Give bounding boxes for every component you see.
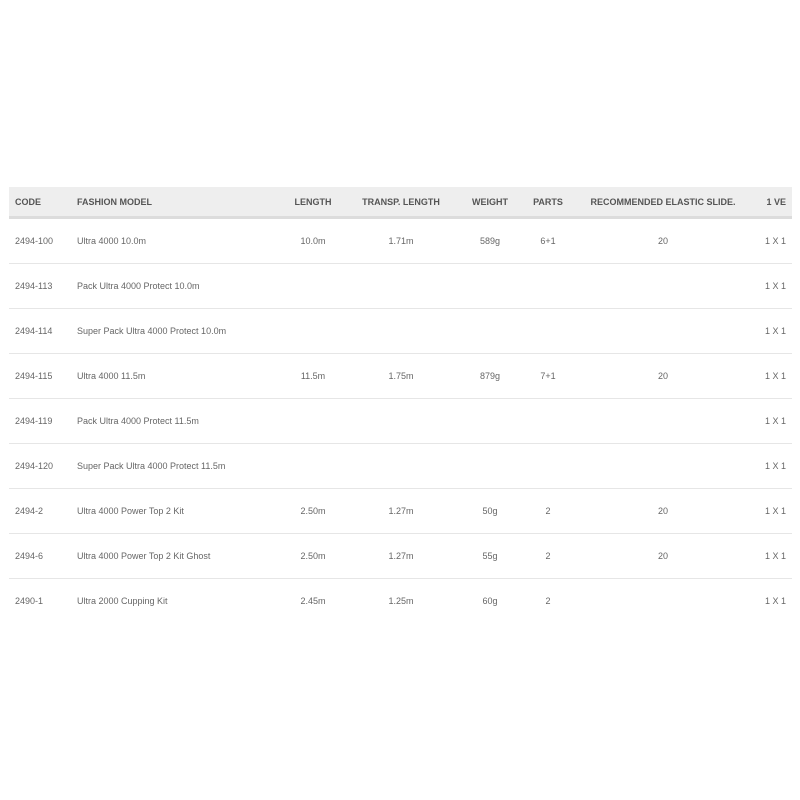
- table-row: [9, 489, 792, 534]
- cell-elastic: [573, 264, 753, 309]
- cell-ve: 1 X 1: [753, 264, 792, 309]
- cell-model: Ultra 4000 10.0m: [71, 218, 281, 264]
- table-row: [9, 399, 792, 444]
- cell-parts: [523, 399, 573, 444]
- cell-transp-length: 1.27m: [345, 534, 457, 579]
- cell-elastic: 20: [573, 489, 753, 534]
- cell-transp-length: 1.75m: [345, 354, 457, 399]
- cell-weight: [457, 444, 523, 489]
- cell-model: Pack Ultra 4000 Protect 10.0m: [71, 264, 281, 309]
- cell-weight: [457, 309, 523, 354]
- cell-parts: 7+1: [523, 354, 573, 399]
- header-weight: WEIGHT: [457, 187, 523, 218]
- cell-length: 2.45m: [300, 596, 326, 606]
- table-row: [9, 218, 792, 264]
- cell-code: 2494-113: [9, 264, 71, 309]
- cell-transp-length: [345, 309, 457, 354]
- cell-weight: 50g: [457, 489, 523, 534]
- cell-length: [281, 444, 345, 489]
- cell-model: Ultra 4000 11.5m: [71, 354, 281, 399]
- cell-elastic: [573, 399, 753, 444]
- cell-transp-length: 1.71m: [345, 218, 457, 264]
- cell-parts: [523, 444, 573, 489]
- cell-model: Ultra 2000 Cupping Kit: [77, 596, 168, 606]
- cell-parts: [523, 309, 573, 354]
- header-recommended-elastic: RECOMMENDED ELASTIC SLIDE.: [573, 187, 753, 218]
- cell-parts: 2: [523, 534, 573, 579]
- cell-model: Ultra 4000 Power Top 2 Kit Ghost: [71, 534, 281, 579]
- cell-elastic: [573, 444, 753, 489]
- header-fashion-model: FASHION MODEL: [71, 187, 281, 218]
- cell-ve: 1 X 1: [753, 444, 792, 489]
- cell-ve: 1 X 1: [753, 354, 792, 399]
- cell-weight: 589g: [457, 218, 523, 264]
- cell-length: 11.5m: [281, 354, 345, 399]
- table-row: [9, 309, 792, 354]
- cell-model: Pack Ultra 4000 Protect 11.5m: [71, 399, 281, 444]
- cell-code: 2494-6: [9, 534, 71, 579]
- cell-elastic: 20: [573, 354, 753, 399]
- cell-transp-length: [345, 399, 457, 444]
- cell-elastic: [573, 309, 753, 354]
- cell-ve: 1 X 1: [753, 489, 792, 534]
- cell-transp-length: 1.25m: [388, 596, 414, 606]
- cell-code: 2494-120: [9, 444, 71, 489]
- header-transp-length: TRANSP. LENGTH: [345, 187, 457, 218]
- cell-transp-length: [345, 444, 457, 489]
- product-spec-table-container: [9, 187, 792, 623]
- cell-model: Super Pack Ultra 4000 Protect 11.5m: [71, 444, 281, 489]
- cell-parts: 2: [545, 596, 551, 606]
- cell-length: [281, 309, 345, 354]
- cell-weight: 879g: [457, 354, 523, 399]
- cell-length: 2.50m: [281, 489, 345, 534]
- table-row: [9, 264, 792, 309]
- table-header-row: [9, 187, 792, 218]
- cell-elastic: 20: [573, 534, 753, 579]
- header-ve: 1 VE: [753, 187, 792, 218]
- cell-length: [281, 264, 345, 309]
- cell-length: [281, 399, 345, 444]
- product-spec-table: [9, 187, 792, 623]
- cell-elastic: 20: [573, 218, 753, 264]
- header-parts: PARTS: [523, 187, 573, 218]
- cell-transp-length: [345, 264, 457, 309]
- cell-code: 2494-114: [9, 309, 71, 354]
- cell-code: 2490-1: [15, 596, 44, 606]
- cell-weight: 60g: [482, 596, 498, 606]
- cell-weight: [457, 399, 523, 444]
- cell-model: Ultra 4000 Power Top 2 Kit: [71, 489, 281, 534]
- cell-code: 2494-100: [9, 218, 71, 264]
- table-row: [9, 579, 792, 624]
- header-length: LENGTH: [281, 187, 345, 218]
- cell-elastic: [573, 579, 753, 624]
- cell-ve: 1 X 1: [753, 309, 792, 354]
- cell-weight: 55g: [457, 534, 523, 579]
- cell-transp-length: 1.27m: [345, 489, 457, 534]
- header-code: CODE: [9, 187, 71, 218]
- cell-ve: 1 X 1: [753, 399, 792, 444]
- cell-length: 2.50m: [281, 534, 345, 579]
- table-row: [9, 534, 792, 579]
- cell-code: 2494-119: [9, 399, 71, 444]
- cell-weight: [457, 264, 523, 309]
- table-row: [9, 444, 792, 489]
- cell-parts: 2: [523, 489, 573, 534]
- table-row: [9, 354, 792, 399]
- cell-ve: 1 X 1: [764, 596, 786, 606]
- cell-length: 10.0m: [281, 218, 345, 264]
- cell-ve: 1 X 1: [753, 534, 792, 579]
- cell-code: 2494-115: [9, 354, 71, 399]
- cell-parts: [523, 264, 573, 309]
- cell-parts: 6+1: [523, 218, 573, 264]
- cell-ve: 1 X 1: [753, 218, 792, 264]
- cell-model: Super Pack Ultra 4000 Protect 10.0m: [71, 309, 281, 354]
- cell-code: 2494-2: [9, 489, 71, 534]
